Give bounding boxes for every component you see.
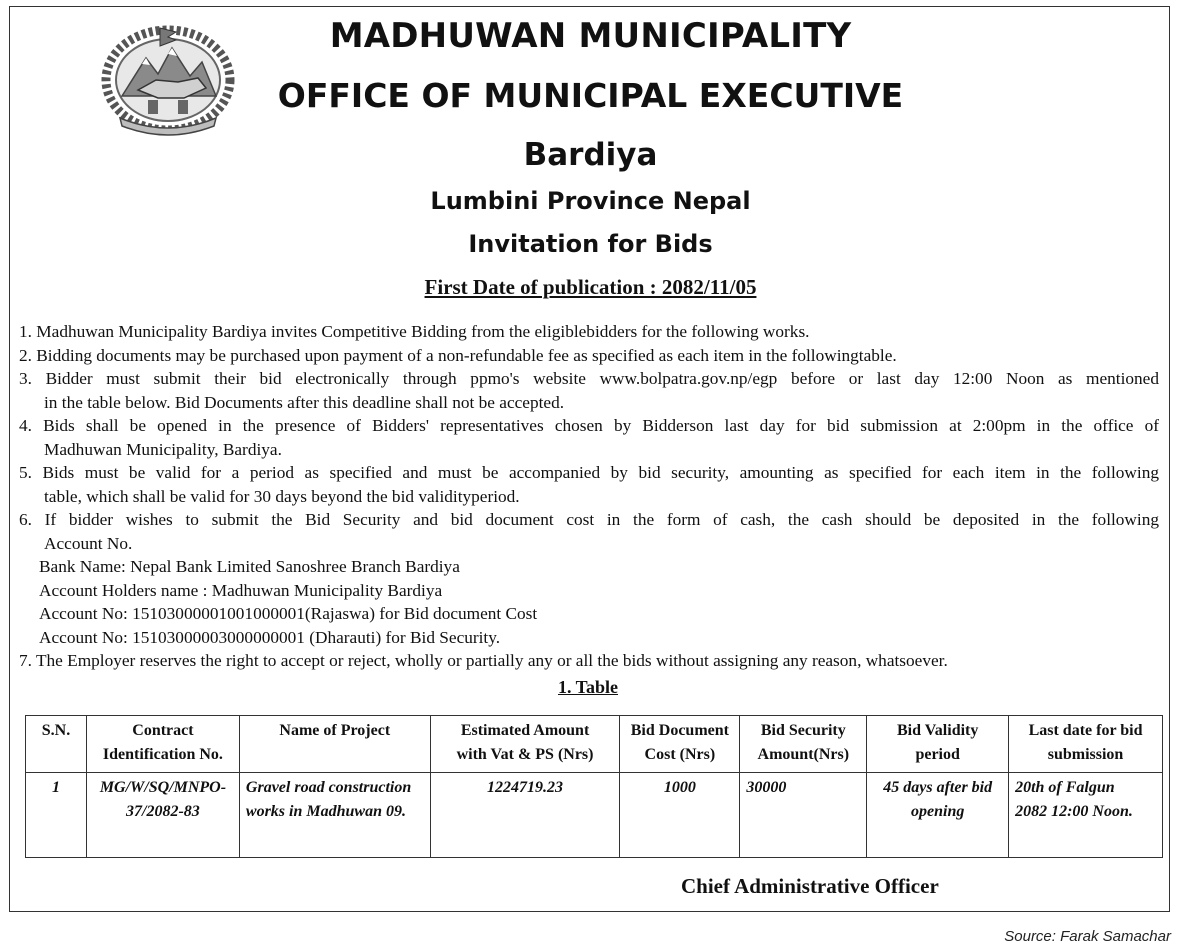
cell-text: 1 xyxy=(51,779,60,796)
body-line: Account No. xyxy=(44,533,133,553)
table-row xyxy=(26,773,1163,858)
cell-text: works in Madhuwan 09. xyxy=(245,803,406,820)
body-line: Madhuwan Municipality, Bardiya. xyxy=(44,439,282,459)
header-text: Bid Document xyxy=(630,722,729,739)
cell-estimated-amount xyxy=(430,773,620,858)
body-line: 5. Bids must be valid for a period as specified and must be accompanied by bid security, amounting as specified for each item in the following xyxy=(19,463,1159,482)
cell-text: opening xyxy=(911,803,965,820)
header-bid-security xyxy=(740,716,867,773)
header-text: Contract xyxy=(132,722,194,739)
header-bid-document-cost xyxy=(620,716,740,773)
cell-contract-id xyxy=(86,773,239,858)
header-text: Cost (Nrs) xyxy=(644,746,716,763)
cell-sn xyxy=(26,773,87,858)
body-line: Account Holders name : Madhuwan Municipality Bardiya xyxy=(39,580,443,600)
cell-bid-document-cost xyxy=(620,773,740,858)
source-credit: Source: Farak Samachar xyxy=(1004,928,1171,945)
body-line: table, which shall be valid for 30 days beyond the bid validityperiod. xyxy=(44,486,520,506)
cell-text: 30000 xyxy=(746,779,787,796)
header-sn xyxy=(26,716,87,773)
body-line: Account No: 15103000003000000001 (Dharauti) for Bid Security. xyxy=(39,627,501,647)
header-project-name xyxy=(239,716,430,773)
cell-text: Gravel road construction xyxy=(245,779,412,796)
body-line: 7. The Employer reserves the right to accept or reject, wholly or partially any or all the bids without assigning any reason, whatsoever. xyxy=(19,651,948,670)
header-text: S.N. xyxy=(41,722,71,739)
cell-project-name xyxy=(239,773,430,858)
header-text: submission xyxy=(1047,746,1124,763)
cell-text: 20th of Falgun xyxy=(1015,779,1115,796)
body-line: Account No: 15103000001001000001(Rajaswa) for Bid document Cost xyxy=(39,604,538,623)
municipality-name: MADHUWAN MUNICIPALITY xyxy=(329,16,852,56)
body-line: 4. Bids shall be opened in the presence of Bidders' representatives chosen by Bidderson last day for bid submission at 2:00pm in the office of xyxy=(19,416,1159,435)
signatory-title: Chief Administrative Officer xyxy=(681,874,939,898)
header-text: with Vat & PS (Nrs) xyxy=(456,746,594,763)
header-text: Estimated Amount xyxy=(460,722,590,739)
notice-title: Invitation for Bids xyxy=(468,230,713,258)
notice-body xyxy=(19,320,1159,673)
body-line: 6. If bidder wishes to submit the Bid Security and bid document cost in the form of cash, the cash should be deposited in the following xyxy=(19,510,1159,529)
cell-last-date xyxy=(1009,773,1163,858)
cell-text: MG/W/SQ/MNPO- xyxy=(99,779,227,796)
header-estimated-amount xyxy=(430,716,620,773)
cell-text: 45 days after bid xyxy=(883,779,993,796)
body-line: Bank Name: Nepal Bank Limited Sanoshree Branch Bardiya xyxy=(39,557,460,576)
header-text: Identification No. xyxy=(102,746,223,763)
body-line: 3. Bidder must submit their bid electronically through ppmo's website www.bolpatra.gov.np/egp before or last day 12:00 Noon as mentioned xyxy=(19,369,1159,388)
cell-text: 37/2082-83 xyxy=(126,803,200,820)
bids-table xyxy=(25,715,1163,858)
body-line: 2. Bidding documents may be purchased upon payment of a non-refundable fee as specified as each item in the followingtable. xyxy=(19,345,897,365)
office-name: OFFICE OF MUNICIPAL EXECUTIVE xyxy=(277,76,904,115)
header-text: Bid Security xyxy=(760,722,846,739)
publication-date: First Date of publication : 2082/11/05 xyxy=(424,275,757,299)
cell-bid-validity xyxy=(867,773,1009,858)
header-text: Bid Validity xyxy=(896,722,979,739)
cell-text: 2082 12:00 Noon. xyxy=(1015,803,1133,820)
table-title: 1. Table xyxy=(557,677,619,697)
header-text: Last date for bid xyxy=(1028,722,1143,739)
province-name: Lumbini Province Nepal xyxy=(430,187,751,215)
header-text: Amount(Nrs) xyxy=(757,746,850,763)
header-contract-id xyxy=(86,716,239,773)
body-line: 1. Madhuwan Municipality Bardiya invites Competitive Bidding from the eligiblebidders for the following works. xyxy=(19,322,810,341)
cell-text: 1000 xyxy=(663,779,696,796)
header-last-date xyxy=(1009,716,1163,773)
table-header-row xyxy=(26,716,1163,773)
cell-bid-security xyxy=(740,773,867,858)
district-name: Bardiya xyxy=(523,137,658,173)
body-line: in the table below. Bid Documents after this deadline shall not be accepted. xyxy=(44,392,565,412)
header-bid-validity xyxy=(867,716,1009,773)
header-text: Name of Project xyxy=(279,722,391,739)
cell-text: 1224719.23 xyxy=(487,779,564,796)
header-text: period xyxy=(915,746,960,763)
